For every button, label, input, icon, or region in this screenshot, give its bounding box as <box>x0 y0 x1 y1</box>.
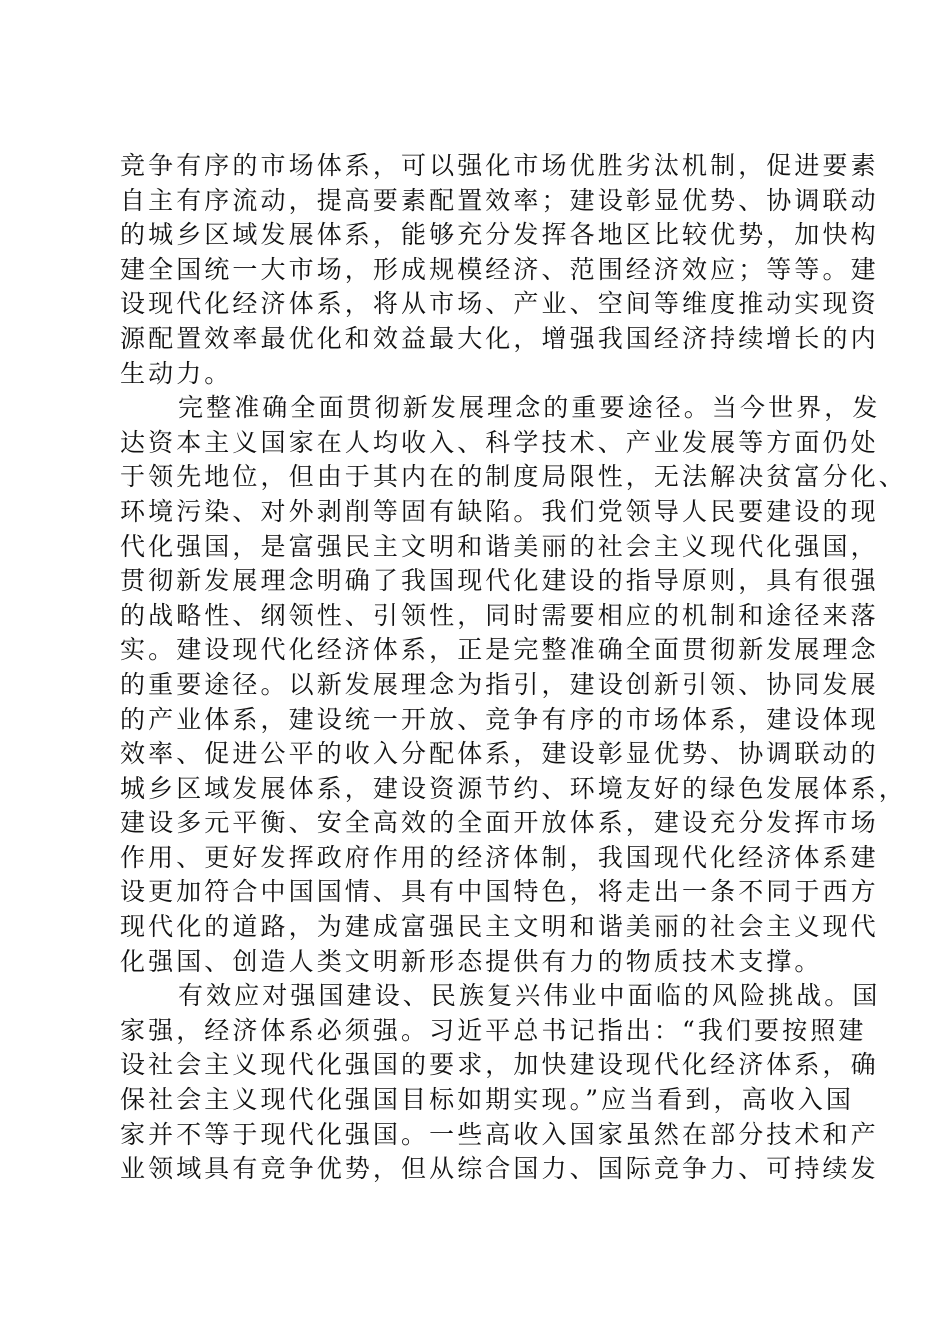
text-line: 环境污染、对外剥削等固有缺陷。我们党领导人民要建设的现 <box>120 496 879 526</box>
text-line: 家强，经济体系必须强。习近平总书记指出：“我们要按照建 <box>120 1015 867 1045</box>
body-text <box>120 149 907 1187</box>
text-line: 于领先地位，但由于其内在的制度局限性，无法解决贫富分化、 <box>120 462 907 492</box>
text-line: 达资本主义国家在人均收入、科学技术、产业发展等方面仍处 <box>120 427 879 457</box>
text-line: 的城乡区域发展体系，能够充分发挥各地区比较优势，加快构 <box>120 220 879 250</box>
text-line: 生动力。 <box>120 358 233 388</box>
text-line: 效率、促进公平的收入分配体系，建设彰显优势、协调联动的 <box>120 739 879 769</box>
text-line: 建全国统一大市场，形成规模经济、范围经济效应；等等。建 <box>120 254 879 284</box>
text-line: 实。建设现代化经济体系，正是完整准确全面贯彻新发展理念 <box>120 635 879 665</box>
text-line: 的重要途径。以新发展理念为指引，建设创新引领、协同发展 <box>120 669 879 699</box>
text-line: 作用、更好发挥政府作用的经济体制，我国现代化经济体系建 <box>120 842 879 872</box>
text-line: 化强国、创造人类文明新形态提供有力的物质技术支撑。 <box>120 946 823 976</box>
paragraph-first-line: 完整准确全面贯彻新发展理念的重要途径。当今世界，发 <box>178 393 881 423</box>
text-line: 设社会主义现代化强国的要求，加快建设现代化经济体系，确 <box>120 1050 879 1080</box>
text-line: 自主有序流动，提高要素配置效率；建设彰显优势、协调联动 <box>120 185 879 215</box>
text-line: 现代化的道路，为建成富强民主文明和谐美丽的社会主义现代 <box>120 912 879 942</box>
text-line: 竞争有序的市场体系，可以强化市场优胜劣汰机制，促进要素 <box>120 151 879 180</box>
text-line: 的战略性、纲领性、引领性，同时需要相应的机制和途径来落 <box>120 600 879 630</box>
text-line: 的产业体系，建设统一开放、竞争有序的市场体系，建设体现 <box>120 704 879 734</box>
text-line: 建设多元平衡、安全高效的全面开放体系，建设充分发挥市场 <box>120 808 879 838</box>
text-line: 保社会主义现代化强国目标如期实现。”应当看到，高收入国 <box>120 1085 854 1115</box>
text-line: 源配置效率最优化和效益最大化，增强我国经济持续增长的内 <box>120 323 879 353</box>
text-line: 设现代化经济体系，将从市场、产业、空间等维度推动实现资 <box>120 289 879 319</box>
text-line: 业领域具有竞争优势，但从综合国力、国际竞争力、可持续发 <box>120 1154 879 1184</box>
text-line: 代化强国，是富强民主文明和谐美丽的社会主义现代化强国， <box>120 531 879 561</box>
paragraph-first-line: 有效应对强国建设、民族复兴伟业中面临的风险挑战。国 <box>178 981 881 1011</box>
text-line: 城乡区域发展体系，建设资源节约、环境友好的绿色发展体系， <box>120 773 907 803</box>
text-line: 设更加符合中国国情、具有中国特色，将走出一条不同于西方 <box>120 877 879 907</box>
text-line: 贯彻新发展理念明确了我国现代化建设的指导原则，具有很强 <box>120 566 879 596</box>
text-line: 家并不等于现代化强国。一些高收入国家虽然在部分技术和产 <box>120 1119 879 1149</box>
